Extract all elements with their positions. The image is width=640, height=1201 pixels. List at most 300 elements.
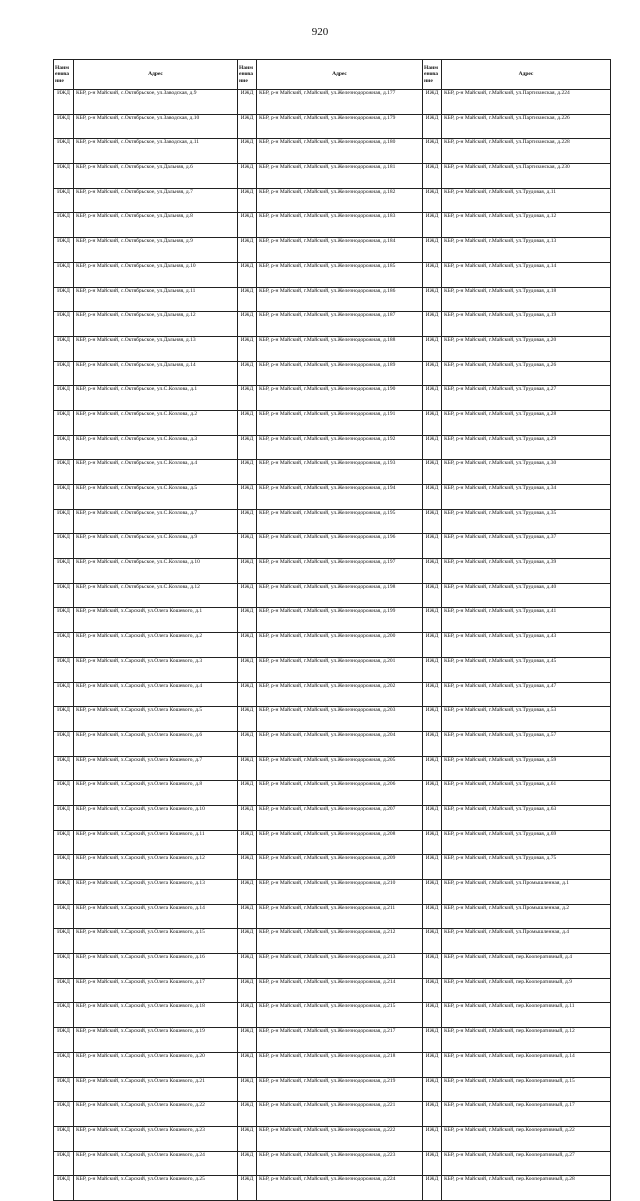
- table-row: [54, 139, 611, 164]
- address-cell: КБР, р-н Майский, х.Сарский, ул.Олега Кошевого, д.15: [74, 929, 238, 954]
- address-cell: КБР, р-н Майский, г.Майский, пер.Кооперативный, д.22: [442, 1126, 611, 1151]
- building-type-cell: ИЖД: [238, 731, 257, 756]
- building-type-cell: ИЖД: [423, 312, 442, 337]
- address-cell: КБР, р-н Майский, г.Майский, ул.Железнодорожная, д.195: [257, 509, 423, 534]
- address-cell: КБР, р-н Майский, г.Майский, ул.Железнодорожная, д.205: [257, 756, 423, 781]
- building-type-cell: ИЖД: [54, 1052, 74, 1077]
- building-type-cell: ИЖД: [54, 559, 74, 584]
- building-type-cell: ИЖД: [423, 731, 442, 756]
- building-type-cell: ИЖД: [54, 830, 74, 855]
- address-cell: КБР, р-н Майский, г.Майский, ул.Трудовая, д.13: [442, 238, 611, 263]
- address-cell: КБР, р-н Майский, г.Майский, ул.Трудовая, д.34: [442, 485, 611, 510]
- address-cell: КБР, р-н Майский, г.Майский, ул.Железнодорожная, д.212: [257, 929, 423, 954]
- address-cell: КБР, р-н Майский, г.Майский, ул.Трудовая, д.45: [442, 657, 611, 682]
- address-cell: КБР, р-н Майский, с.Октябрьское, ул.Дальняя, д.8: [74, 213, 238, 238]
- address-cell: КБР, р-н Майский, г.Майский, ул.Трудовая, д.43: [442, 633, 611, 658]
- building-type-cell: ИЖД: [54, 1151, 74, 1176]
- building-type-cell: ИЖД: [238, 361, 257, 386]
- building-type-cell: ИЖД: [423, 633, 442, 658]
- address-cell: КБР, р-н Майский, с.Октябрьское, ул.Дальняя, д.13: [74, 336, 238, 361]
- building-type-cell: ИЖД: [423, 855, 442, 880]
- building-type-cell: ИЖД: [423, 1028, 442, 1053]
- address-cell: КБР, р-н Майский, г.Майский, ул.Партизанская, д.226: [442, 114, 611, 139]
- table-row: [54, 1077, 611, 1102]
- address-cell: КБР, р-н Майский, г.Майский, ул.Железнодорожная, д.191: [257, 410, 423, 435]
- table-row: [54, 188, 611, 213]
- building-type-cell: ИЖД: [423, 978, 442, 1003]
- address-cell: КБР, р-н Майский, г.Майский, ул.Трудовая, д.75: [442, 855, 611, 880]
- table-row: [54, 682, 611, 707]
- table-row: [54, 386, 611, 411]
- address-cell: КБР, р-н Майский, г.Майский, ул.Железнодорожная, д.194: [257, 485, 423, 510]
- address-cell: КБР, р-н Майский, г.Майский, ул.Железнодорожная, д.215: [257, 1003, 423, 1028]
- building-type-cell: ИЖД: [423, 386, 442, 411]
- table-row: [54, 707, 611, 732]
- building-type-cell: ИЖД: [423, 1077, 442, 1102]
- building-type-cell: ИЖД: [54, 633, 74, 658]
- address-cell: КБР, р-н Майский, х.Сарский, ул.Олега Кошевого, д.18: [74, 1003, 238, 1028]
- header-kind-1: Наим енова ние: [54, 60, 74, 90]
- building-type-cell: ИЖД: [238, 139, 257, 164]
- building-type-cell: ИЖД: [54, 608, 74, 633]
- address-cell: КБР, р-н Майский, г.Майский, ул.Железнодорожная, д.218: [257, 1052, 423, 1077]
- header-kind-2: Наим енова ние: [238, 60, 257, 90]
- building-type-cell: ИЖД: [54, 1028, 74, 1053]
- address-cell: КБР, р-н Майский, х.Сарский, ул.Олега Кошевого, д.12: [74, 855, 238, 880]
- table-row: [54, 312, 611, 337]
- table-row: [54, 90, 611, 115]
- address-cell: КБР, р-н Майский, х.Сарский, ул.Олега Кошевого, д.1: [74, 608, 238, 633]
- building-type-cell: ИЖД: [54, 1102, 74, 1127]
- building-type-cell: ИЖД: [238, 410, 257, 435]
- table-row: [54, 1052, 611, 1077]
- building-type-cell: ИЖД: [238, 707, 257, 732]
- address-cell: КБР, р-н Майский, г.Майский, пер.Кооперативный, д.11: [442, 1003, 611, 1028]
- building-type-cell: ИЖД: [54, 1176, 74, 1201]
- building-type-cell: ИЖД: [54, 781, 74, 806]
- building-type-cell: ИЖД: [54, 485, 74, 510]
- table-row: [54, 1028, 611, 1053]
- table-row: [54, 929, 611, 954]
- address-cell: КБР, р-н Майский, г.Майский, ул.Железнодорожная, д.198: [257, 583, 423, 608]
- building-type-cell: ИЖД: [423, 287, 442, 312]
- address-cell: КБР, р-н Майский, г.Майский, пер.Кооперативный, д.14: [442, 1052, 611, 1077]
- header-address-1: Адрес: [74, 60, 238, 90]
- address-cell: КБР, р-н Майский, г.Майский, ул.Трудовая, д.37: [442, 534, 611, 559]
- address-cell: КБР, р-н Майский, г.Майский, ул.Трудовая, д.40: [442, 583, 611, 608]
- address-cell: КБР, р-н Майский, г.Майский, ул.Железнодорожная, д.221: [257, 1102, 423, 1127]
- address-cell: КБР, р-н Майский, х.Сарский, ул.Олега Кошевого, д.22: [74, 1102, 238, 1127]
- building-type-cell: ИЖД: [423, 707, 442, 732]
- building-type-cell: ИЖД: [423, 954, 442, 979]
- address-cell: КБР, р-н Майский, х.Сарский, ул.Олега Кошевого, д.24: [74, 1151, 238, 1176]
- address-cell: КБР, р-н Майский, г.Майский, ул.Трудовая, д.14: [442, 262, 611, 287]
- building-type-cell: ИЖД: [423, 904, 442, 929]
- building-type-cell: ИЖД: [54, 164, 74, 189]
- address-cell: КБР, р-н Майский, г.Майский, ул.Железнодорожная, д.214: [257, 978, 423, 1003]
- building-type-cell: ИЖД: [238, 978, 257, 1003]
- building-type-cell: ИЖД: [238, 855, 257, 880]
- building-type-cell: ИЖД: [238, 460, 257, 485]
- table-row: [54, 830, 611, 855]
- building-type-cell: ИЖД: [238, 682, 257, 707]
- table-row: [54, 485, 611, 510]
- building-type-cell: ИЖД: [54, 583, 74, 608]
- address-cell: КБР, р-н Майский, х.Сарский, ул.Олега Кошевого, д.2: [74, 633, 238, 658]
- table-row: [54, 410, 611, 435]
- table-row: [54, 262, 611, 287]
- address-cell: КБР, р-н Майский, г.Майский, ул.Железнодорожная, д.213: [257, 954, 423, 979]
- table-row: [54, 336, 611, 361]
- building-type-cell: ИЖД: [423, 139, 442, 164]
- address-cell: КБР, р-н Майский, г.Майский, ул.Партизанская, д.224: [442, 90, 611, 115]
- address-cell: КБР, р-н Майский, х.Сарский, ул.Олега Кошевого, д.20: [74, 1052, 238, 1077]
- address-cell: КБР, р-н Майский, с.Октябрьское, ул.С.Козлова, д.5: [74, 485, 238, 510]
- table-row: [54, 583, 611, 608]
- table-row: [54, 460, 611, 485]
- address-cell: КБР, р-н Майский, с.Октябрьское, ул.Дальняя, д.6: [74, 164, 238, 189]
- building-type-cell: ИЖД: [54, 139, 74, 164]
- building-type-cell: ИЖД: [54, 361, 74, 386]
- address-cell: КБР, р-н Майский, г.Майский, пер.Кооперативный, д.12: [442, 1028, 611, 1053]
- address-cell: КБР, р-н Майский, г.Майский, пер.Кооперативный, д.28: [442, 1176, 611, 1201]
- address-cell: КБР, р-н Майский, г.Майский, ул.Железнодорожная, д.179: [257, 114, 423, 139]
- building-type-cell: ИЖД: [423, 657, 442, 682]
- building-type-cell: ИЖД: [238, 633, 257, 658]
- address-cell: КБР, р-н Майский, х.Сарский, ул.Олега Кошевого, д.23: [74, 1126, 238, 1151]
- table-row: [54, 1126, 611, 1151]
- address-cell: КБР, р-н Майский, х.Сарский, ул.Олега Кошевого, д.16: [74, 954, 238, 979]
- address-cell: КБР, р-н Майский, г.Майский, ул.Трудовая, д.28: [442, 410, 611, 435]
- address-cell: КБР, р-н Майский, х.Сарский, ул.Олега Кошевого, д.11: [74, 830, 238, 855]
- building-type-cell: ИЖД: [423, 485, 442, 510]
- table-row: [54, 904, 611, 929]
- address-cell: КБР, р-н Майский, г.Майский, ул.Железнодорожная, д.202: [257, 682, 423, 707]
- building-type-cell: ИЖД: [423, 460, 442, 485]
- building-type-cell: ИЖД: [423, 114, 442, 139]
- address-cell: КБР, р-н Майский, г.Майский, ул.Железнодорожная, д.200: [257, 633, 423, 658]
- address-cell: КБР, р-н Майский, г.Майский, ул.Трудовая, д.59: [442, 756, 611, 781]
- address-cell: КБР, р-н Майский, г.Майский, ул.Железнодорожная, д.193: [257, 460, 423, 485]
- address-cell: КБР, р-н Майский, г.Майский, ул.Железнодорожная, д.211: [257, 904, 423, 929]
- table-row: [54, 731, 611, 756]
- address-cell: КБР, р-н Майский, г.Майский, ул.Железнодорожная, д.208: [257, 830, 423, 855]
- address-cell: КБР, р-н Майский, с.Октябрьское, ул.С.Козлова, д.3: [74, 435, 238, 460]
- address-cell: КБР, р-н Майский, х.Сарский, ул.Олега Кошевого, д.14: [74, 904, 238, 929]
- table-row: [54, 855, 611, 880]
- building-type-cell: ИЖД: [238, 1151, 257, 1176]
- table-row: [54, 608, 611, 633]
- address-cell: КБР, р-н Майский, г.Майский, ул.Железнодорожная, д.204: [257, 731, 423, 756]
- address-cell: КБР, р-н Майский, х.Сарский, ул.Олега Кошевого, д.13: [74, 880, 238, 905]
- building-type-cell: ИЖД: [423, 164, 442, 189]
- building-type-cell: ИЖД: [423, 756, 442, 781]
- building-type-cell: ИЖД: [238, 213, 257, 238]
- building-type-cell: ИЖД: [423, 435, 442, 460]
- header-address-2: Адрес: [257, 60, 423, 90]
- address-cell: КБР, р-н Майский, г.Майский, ул.Железнодорожная, д.181: [257, 164, 423, 189]
- table-row: [54, 287, 611, 312]
- table-row: [54, 559, 611, 584]
- header-kind-3: Наим енова ние: [423, 60, 442, 90]
- address-cell: КБР, р-н Майский, г.Майский, ул.Трудовая, д.20: [442, 336, 611, 361]
- building-type-cell: ИЖД: [54, 386, 74, 411]
- table-row: [54, 238, 611, 263]
- address-cell: КБР, р-н Майский, х.Сарский, ул.Олега Кошевого, д.5: [74, 707, 238, 732]
- building-type-cell: ИЖД: [238, 781, 257, 806]
- building-type-cell: ИЖД: [54, 460, 74, 485]
- building-type-cell: ИЖД: [423, 929, 442, 954]
- building-type-cell: ИЖД: [423, 583, 442, 608]
- address-cell: КБР, р-н Майский, х.Сарский, ул.Олега Кошевого, д.7: [74, 756, 238, 781]
- table-row: [54, 114, 611, 139]
- building-type-cell: ИЖД: [238, 1126, 257, 1151]
- address-cell: КБР, р-н Майский, г.Майский, ул.Железнодорожная, д.186: [257, 287, 423, 312]
- building-type-cell: ИЖД: [238, 164, 257, 189]
- building-type-cell: ИЖД: [423, 1151, 442, 1176]
- building-type-cell: ИЖД: [238, 1003, 257, 1028]
- building-type-cell: ИЖД: [54, 312, 74, 337]
- address-table: [53, 59, 610, 1201]
- building-type-cell: ИЖД: [238, 262, 257, 287]
- building-type-cell: ИЖД: [54, 213, 74, 238]
- address-cell: КБР, р-н Майский, г.Майский, ул.Железнодорожная, д.199: [257, 608, 423, 633]
- building-type-cell: ИЖД: [54, 682, 74, 707]
- building-type-cell: ИЖД: [54, 978, 74, 1003]
- building-type-cell: ИЖД: [423, 262, 442, 287]
- address-cell: КБР, р-н Майский, г.Майский, ул.Трудовая, д.26: [442, 361, 611, 386]
- address-cell: КБР, р-н Майский, г.Майский, ул.Железнодорожная, д.207: [257, 805, 423, 830]
- building-type-cell: ИЖД: [238, 880, 257, 905]
- address-cell: КБР, р-н Майский, г.Майский, пер.Кооперативный, д.27: [442, 1151, 611, 1176]
- building-type-cell: ИЖД: [54, 1077, 74, 1102]
- building-type-cell: ИЖД: [238, 1028, 257, 1053]
- address-cell: КБР, р-н Майский, х.Сарский, ул.Олега Кошевого, д.8: [74, 781, 238, 806]
- building-type-cell: ИЖД: [423, 509, 442, 534]
- address-cell: КБР, р-н Майский, г.Майский, ул.Трудовая, д.69: [442, 830, 611, 855]
- building-type-cell: ИЖД: [238, 509, 257, 534]
- address-cell: КБР, р-н Майский, г.Майский, ул.Железнодорожная, д.189: [257, 361, 423, 386]
- building-type-cell: ИЖД: [238, 386, 257, 411]
- building-type-cell: ИЖД: [54, 855, 74, 880]
- building-type-cell: ИЖД: [423, 1052, 442, 1077]
- address-cell: КБР, р-н Майский, х.Сарский, ул.Олега Кошевого, д.6: [74, 731, 238, 756]
- table-row: [54, 880, 611, 905]
- building-type-cell: ИЖД: [238, 287, 257, 312]
- building-type-cell: ИЖД: [238, 485, 257, 510]
- building-type-cell: ИЖД: [54, 188, 74, 213]
- building-type-cell: ИЖД: [54, 114, 74, 139]
- address-cell: КБР, р-н Майский, г.Майский, пер.Кооперативный, д.15: [442, 1077, 611, 1102]
- address-cell: КБР, р-н Майский, с.Октябрьское, ул.Дальняя, д.12: [74, 312, 238, 337]
- address-cell: КБР, р-н Майский, г.Майский, ул.Железнодорожная, д.201: [257, 657, 423, 682]
- building-type-cell: ИЖД: [54, 435, 74, 460]
- building-type-cell: ИЖД: [54, 287, 74, 312]
- building-type-cell: ИЖД: [238, 1052, 257, 1077]
- address-cell: КБР, р-н Майский, г.Майский, ул.Трудовая, д.35: [442, 509, 611, 534]
- building-type-cell: ИЖД: [423, 90, 442, 115]
- building-type-cell: ИЖД: [54, 954, 74, 979]
- address-cell: КБР, р-н Майский, с.Октябрьское, ул.Дальняя, д.10: [74, 262, 238, 287]
- address-cell: КБР, р-н Майский, г.Майский, ул.Железнодорожная, д.217: [257, 1028, 423, 1053]
- building-type-cell: ИЖД: [238, 114, 257, 139]
- building-type-cell: ИЖД: [54, 805, 74, 830]
- address-cell: КБР, р-н Майский, г.Майский, ул.Трудовая, д.61: [442, 781, 611, 806]
- address-cell: КБР, р-н Майский, г.Майский, ул.Трудовая, д.29: [442, 435, 611, 460]
- address-cell: КБР, р-н Майский, х.Сарский, ул.Олега Кошевого, д.3: [74, 657, 238, 682]
- address-cell: КБР, р-н Майский, с.Октябрьское, ул.С.Козлова, д.1: [74, 386, 238, 411]
- address-cell: КБР, р-н Майский, с.Октябрьское, ул.Заводская, д.9: [74, 90, 238, 115]
- address-cell: КБР, р-н Майский, г.Майский, ул.Железнодорожная, д.196: [257, 534, 423, 559]
- address-cell: КБР, р-н Майский, х.Сарский, ул.Олега Кошевого, д.4: [74, 682, 238, 707]
- address-cell: КБР, р-н Майский, с.Октябрьское, ул.Дальняя, д.11: [74, 287, 238, 312]
- table-row: [54, 164, 611, 189]
- building-type-cell: ИЖД: [238, 534, 257, 559]
- building-type-cell: ИЖД: [423, 1102, 442, 1127]
- address-cell: КБР, р-н Майский, г.Майский, ул.Трудовая, д.53: [442, 707, 611, 732]
- table-row: [54, 213, 611, 238]
- building-type-cell: ИЖД: [423, 361, 442, 386]
- building-type-cell: ИЖД: [238, 756, 257, 781]
- building-type-cell: ИЖД: [54, 410, 74, 435]
- building-type-cell: ИЖД: [238, 312, 257, 337]
- address-cell: КБР, р-н Майский, г.Майский, ул.Трудовая, д.19: [442, 312, 611, 337]
- table-row: [54, 805, 611, 830]
- address-cell: КБР, р-н Майский, г.Майский, ул.Железнодорожная, д.182: [257, 188, 423, 213]
- building-type-cell: ИЖД: [423, 188, 442, 213]
- building-type-cell: ИЖД: [54, 756, 74, 781]
- building-type-cell: ИЖД: [238, 238, 257, 263]
- building-type-cell: ИЖД: [423, 336, 442, 361]
- building-type-cell: ИЖД: [238, 805, 257, 830]
- building-type-cell: ИЖД: [238, 90, 257, 115]
- table-row: [54, 509, 611, 534]
- building-type-cell: ИЖД: [423, 805, 442, 830]
- address-cell: КБР, р-н Майский, х.Сарский, ул.Олега Кошевого, д.21: [74, 1077, 238, 1102]
- table-body: [54, 90, 611, 1201]
- building-type-cell: ИЖД: [238, 830, 257, 855]
- address-cell: КБР, р-н Майский, с.Октябрьское, ул.С.Козлова, д.2: [74, 410, 238, 435]
- address-cell: КБР, р-н Майский, с.Октябрьское, ул.Заводская, д.11: [74, 139, 238, 164]
- building-type-cell: ИЖД: [54, 534, 74, 559]
- address-cell: КБР, р-н Майский, г.Майский, ул.Железнодорожная, д.219: [257, 1077, 423, 1102]
- building-type-cell: ИЖД: [238, 929, 257, 954]
- building-type-cell: ИЖД: [54, 509, 74, 534]
- address-cell: КБР, р-н Майский, с.Октябрьское, ул.Дальняя, д.9: [74, 238, 238, 263]
- address-cell: КБР, р-н Майский, с.Октябрьское, ул.Заводская, д.10: [74, 114, 238, 139]
- building-type-cell: ИЖД: [423, 1176, 442, 1201]
- table-row: [54, 657, 611, 682]
- address-cell: КБР, р-н Майский, г.Майский, ул.Трудовая, д.47: [442, 682, 611, 707]
- building-type-cell: ИЖД: [423, 1126, 442, 1151]
- address-cell: КБР, р-н Майский, г.Майский, пер.Кооперативный, д.4: [442, 954, 611, 979]
- address-cell: КБР, р-н Майский, г.Майский, ул.Трудовая, д.27: [442, 386, 611, 411]
- address-cell: КБР, р-н Майский, г.Майский, ул.Железнодорожная, д.203: [257, 707, 423, 732]
- address-cell: КБР, р-н Майский, г.Майский, ул.Партизанская, д.230: [442, 164, 611, 189]
- building-type-cell: ИЖД: [54, 731, 74, 756]
- table-row: [54, 1102, 611, 1127]
- table-row: [54, 978, 611, 1003]
- table-row: [54, 633, 611, 658]
- building-type-cell: ИЖД: [54, 1126, 74, 1151]
- building-type-cell: ИЖД: [423, 682, 442, 707]
- table-row: [54, 1003, 611, 1028]
- address-cell: КБР, р-н Майский, г.Майский, ул.Трудовая, д.57: [442, 731, 611, 756]
- building-type-cell: ИЖД: [54, 90, 74, 115]
- table-row: [54, 361, 611, 386]
- building-type-cell: ИЖД: [423, 608, 442, 633]
- building-type-cell: ИЖД: [54, 707, 74, 732]
- building-type-cell: ИЖД: [238, 904, 257, 929]
- page-number: 920: [311, 26, 329, 38]
- address-cell: КБР, р-н Майский, г.Майский, ул.Железнодорожная, д.184: [257, 238, 423, 263]
- address-cell: КБР, р-н Майский, с.Октябрьское, ул.С.Козлова, д.9: [74, 534, 238, 559]
- building-type-cell: ИЖД: [423, 410, 442, 435]
- address-cell: КБР, р-н Майский, г.Майский, пер.Кооперативный, д.9: [442, 978, 611, 1003]
- address-cell: КБР, р-н Майский, г.Майский, ул.Трудовая, д.39: [442, 559, 611, 584]
- address-cell: КБР, р-н Майский, г.Майский, ул.Трудовая, д.11: [442, 188, 611, 213]
- building-type-cell: ИЖД: [54, 880, 74, 905]
- building-type-cell: ИЖД: [238, 336, 257, 361]
- building-type-cell: ИЖД: [54, 336, 74, 361]
- address-cell: КБР, р-н Майский, г.Майский, ул.Трудовая, д.12: [442, 213, 611, 238]
- building-type-cell: ИЖД: [423, 559, 442, 584]
- address-cell: КБР, р-н Майский, г.Майский, ул.Железнодорожная, д.185: [257, 262, 423, 287]
- address-cell: КБР, р-н Майский, г.Майский, ул.Трудовая, д.63: [442, 805, 611, 830]
- address-cell: КБР, р-н Майский, г.Майский, ул.Железнодорожная, д.209: [257, 855, 423, 880]
- building-type-cell: ИЖД: [54, 657, 74, 682]
- table-row: [54, 1151, 611, 1176]
- address-cell: КБР, р-н Майский, с.Октябрьское, ул.С.Козлова, д.10: [74, 559, 238, 584]
- building-type-cell: ИЖД: [423, 880, 442, 905]
- address-cell: КБР, р-н Майский, г.Майский, ул.Партизанская, д.228: [442, 139, 611, 164]
- table-header-row: [54, 60, 611, 90]
- building-type-cell: ИЖД: [54, 929, 74, 954]
- table-row: [54, 954, 611, 979]
- building-type-cell: ИЖД: [54, 1003, 74, 1028]
- address-cell: КБР, р-н Майский, г.Майский, ул.Железнодорожная, д.192: [257, 435, 423, 460]
- building-type-cell: ИЖД: [238, 435, 257, 460]
- building-type-cell: ИЖД: [423, 781, 442, 806]
- address-cell: КБР, р-н Майский, г.Майский, ул.Трудовая, д.41: [442, 608, 611, 633]
- building-type-cell: ИЖД: [238, 608, 257, 633]
- building-type-cell: ИЖД: [423, 238, 442, 263]
- address-cell: КБР, р-н Майский, г.Майский, ул.Трудовая, д.30: [442, 460, 611, 485]
- address-cell: КБР, р-н Майский, г.Майский, пер.Кооперативный, д.17: [442, 1102, 611, 1127]
- table-row: [54, 756, 611, 781]
- table-row: [54, 1176, 611, 1201]
- building-type-cell: ИЖД: [54, 238, 74, 263]
- address-cell: КБР, р-н Майский, г.Майский, ул.Трудовая, д.18: [442, 287, 611, 312]
- building-type-cell: ИЖД: [54, 904, 74, 929]
- building-type-cell: ИЖД: [423, 534, 442, 559]
- building-type-cell: ИЖД: [238, 559, 257, 584]
- building-type-cell: ИЖД: [238, 1077, 257, 1102]
- building-type-cell: ИЖД: [238, 583, 257, 608]
- address-cell: КБР, р-н Майский, х.Сарский, ул.Олега Кошевого, д.10: [74, 805, 238, 830]
- address-cell: КБР, р-н Майский, г.Майский, ул.Железнодорожная, д.190: [257, 386, 423, 411]
- address-cell: КБР, р-н Майский, г.Майский, ул.Железнодорожная, д.206: [257, 781, 423, 806]
- building-type-cell: ИЖД: [238, 954, 257, 979]
- address-cell: КБР, р-н Майский, г.Майский, ул.Железнодорожная, д.180: [257, 139, 423, 164]
- building-type-cell: ИЖД: [238, 1176, 257, 1201]
- address-cell: КБР, р-н Майский, с.Октябрьское, ул.С.Козлова, д.7: [74, 509, 238, 534]
- table-row: [54, 781, 611, 806]
- address-cell: КБР, р-н Майский, г.Майский, ул.Железнодорожная, д.222: [257, 1126, 423, 1151]
- address-cell: КБР, р-н Майский, х.Сарский, ул.Олега Кошевого, д.19: [74, 1028, 238, 1053]
- address-cell: КБР, р-н Майский, х.Сарский, ул.Олега Кошевого, д.25: [74, 1176, 238, 1201]
- address-cell: КБР, р-н Майский, х.Сарский, ул.Олега Кошевого, д.17: [74, 978, 238, 1003]
